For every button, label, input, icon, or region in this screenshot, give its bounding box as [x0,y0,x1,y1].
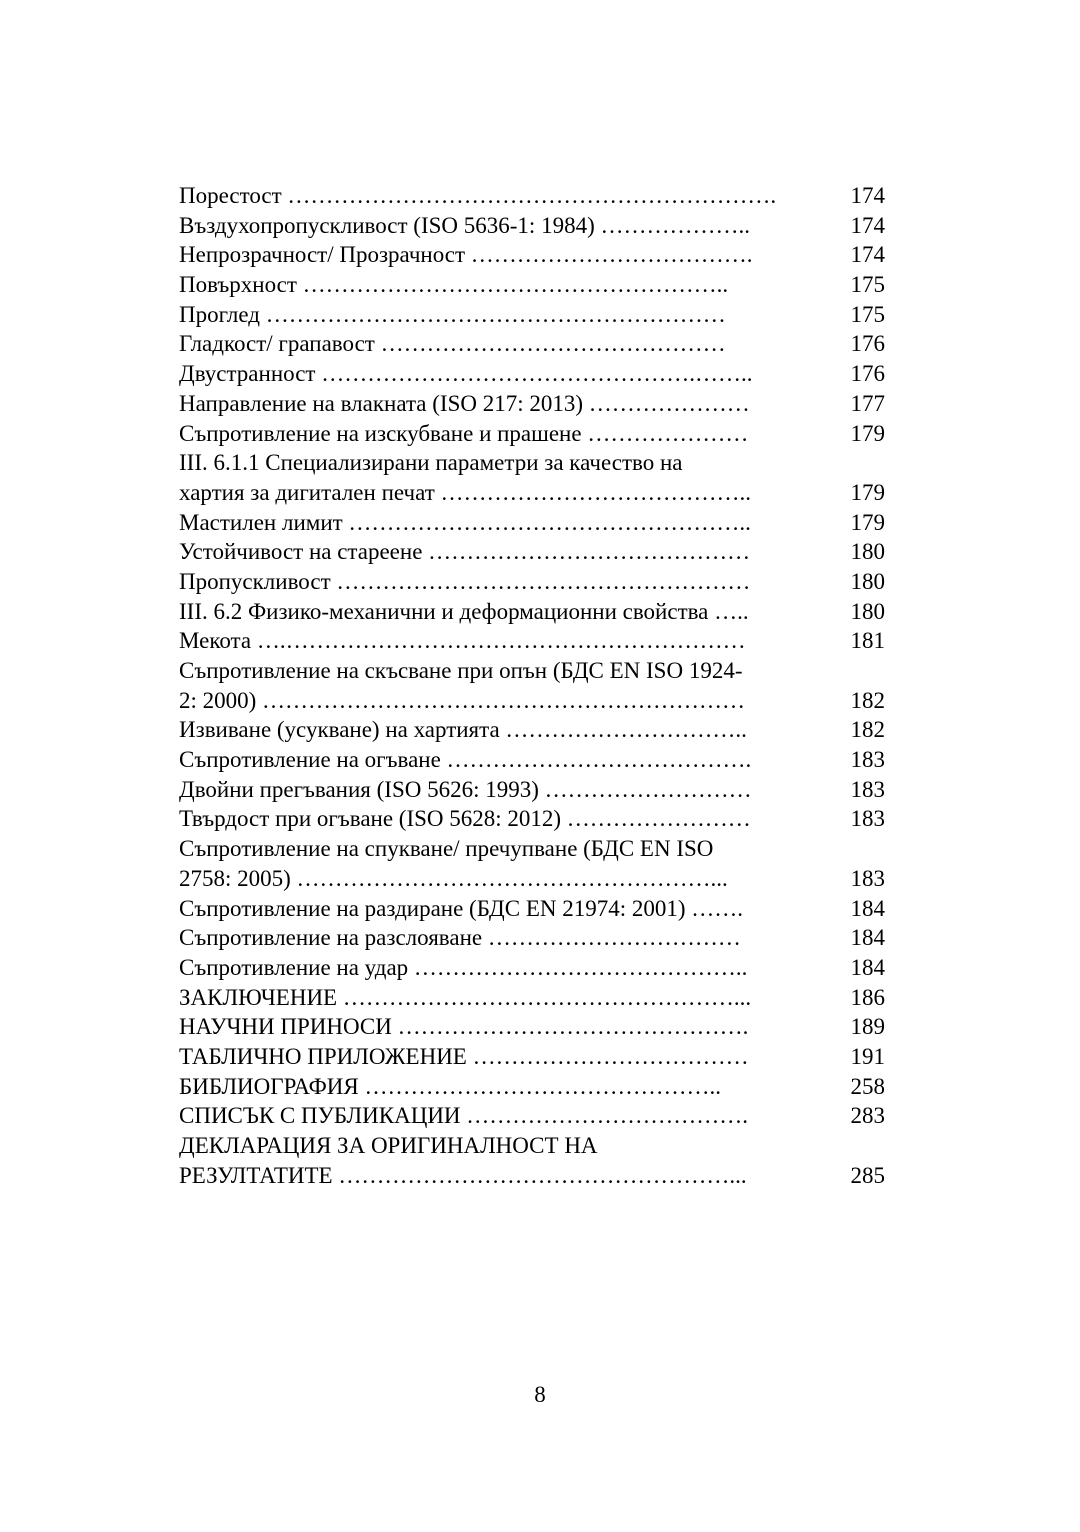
toc-entry [179,983,899,1013]
toc-entry [179,656,899,686]
toc-entry [179,804,899,834]
toc-entry [179,1012,899,1042]
toc-entry [179,270,899,300]
toc-entry-title: Порестост ………………………………………………………. [179,183,777,208]
toc-entry-page: 191 [850,1043,885,1069]
page-number: 8 [534,1382,546,1407]
toc-entry-title: СПИСЪК С ПУБЛИКАЦИИ ………………………………. [179,1103,749,1129]
toc-entry-title: ДЕКЛАРАЦИЯ ЗА ОРИГИНАЛНОСТ НА [179,1133,598,1158]
toc-entry [179,715,899,745]
toc-entry [179,834,899,864]
toc-entry-page: 174 [850,212,885,238]
toc-entry-page: 180 [850,598,885,624]
toc-entry-page: 182 [850,687,885,713]
toc-entry-title: Съпротивление на скъсване при опън (БДС EN ISO 1924- [179,658,743,683]
toc-entry-page: 177 [850,390,885,416]
toc-entry [179,745,899,775]
toc-entry [179,1072,899,1102]
toc-entry-title: Гладкост/ грапавост ……………………………………… [179,331,726,357]
toc-entry [179,1161,899,1191]
toc-entry-page: 180 [850,568,885,594]
toc-entry-page: 174 [850,242,885,268]
toc-entry-page: 174 [850,183,885,208]
table-of-contents [179,181,899,1190]
toc-entry-page: 179 [850,420,885,446]
toc-entry [179,953,899,983]
toc-entry-title: Съпротивление на удар …………………………………….. [179,954,748,980]
toc-entry-title: БИБЛИОГРАФИЯ ……………………………………….. [179,1073,721,1099]
toc-entry-page: 181 [850,628,885,654]
toc-entry-title: Проглед …………………………………………………… [179,301,726,327]
toc-entry-page: 176 [850,361,885,387]
toc-entry [179,1101,899,1131]
toc-entry-title: РЕЗУЛТАТИТЕ ……………………………………………... [179,1162,747,1188]
toc-entry-page: 182 [850,717,885,743]
toc-entry [179,686,899,716]
toc-entry-page: 179 [850,509,885,535]
toc-entry-page: 183 [850,747,885,773]
toc-entry-title: Пропускливост ……………………………………………… [179,568,751,594]
toc-entry-page: 258 [850,1073,885,1099]
toc-entry-title: хартия за дигитален печат ………………………………….. [179,479,752,505]
toc-entry-page: 175 [850,301,885,327]
toc-entry-title: Устойчивост на стареене …………………………………… [179,539,751,565]
toc-entry [179,567,899,597]
toc-entry-title: Двойни прегъвания (ISO 5626: 1993) ……………………… [179,776,752,802]
toc-entry-title: Съпротивление на огъване …………………………………. [179,747,752,773]
toc-entry-title: Твърдост при огъване (ISO 5628: 2012) …………………… [179,806,751,832]
toc-entry [179,537,899,567]
toc-entry [179,478,899,508]
toc-entry-title: НАУЧНИ ПРИНОСИ ………………………………………. [179,1014,749,1040]
toc-entry-title: Въздухопропускливост (ISO 5636-1: 1984) ……………….. [179,212,750,238]
toc-entry-title: Двустранност ………………………………………….…….. [179,361,753,387]
toc-entry-page: 186 [850,984,885,1010]
toc-entry-title: III. 6.2 Физико-механични и деформационни свойства ….. [179,598,749,624]
toc-entry-page: 183 [850,865,885,891]
toc-entry [179,775,899,805]
toc-entry [179,508,899,538]
toc-entry [179,419,899,449]
toc-entry-title: ЗАКЛЮЧЕНИЕ ……………………………………………... [179,984,752,1010]
toc-entry-page: 189 [850,1014,885,1040]
toc-entry [179,597,899,627]
toc-entry-page: 184 [850,954,885,980]
toc-entry [179,626,899,656]
toc-entry-title: III. 6.1.1 Специализирани параметри за качество на [179,450,683,476]
toc-entry-title: ТАБЛИЧНО ПРИЛОЖЕНИЕ ……………………………… [179,1043,749,1069]
toc-entry-title: Съпротивление на разслояване …………………………… [179,925,741,951]
toc-entry-title: Съпротивление на изскубване и прашене ………………… [179,420,749,446]
toc-entry [179,211,899,241]
toc-entry-page: 179 [850,479,885,505]
toc-entry-page: 180 [850,539,885,565]
toc-entry [179,359,899,389]
toc-entry-page: 175 [850,272,885,298]
toc-entry-title: Мастилен лимит …………………………………………….. [179,509,751,535]
toc-entry-page: 184 [850,895,885,921]
toc-entry [179,448,899,478]
toc-entry-title: Повърхност ……………………………………………….. [179,272,729,298]
toc-entry [179,1131,899,1161]
toc-entry-page: 183 [850,776,885,802]
toc-entry-title: Мекота ….…………………………………………………… [179,628,746,654]
toc-entry-page: 283 [850,1103,885,1129]
toc-entry-title: Съпротивление на раздиране (БДС EN 21974: 2001) ……. [179,895,744,921]
toc-entry-title: Непрозрачност/ Прозрачност ………………………………. [179,242,753,268]
toc-entry [179,240,899,270]
toc-entry [179,329,899,359]
toc-entry-title: 2: 2000) ……………………………………………………… [179,687,746,713]
toc-entry-title: Извиване (усукване) на хартията ………………………….. [179,717,747,743]
toc-entry-page: 285 [850,1162,885,1188]
toc-entry [179,864,899,894]
toc-entry [179,923,899,953]
toc-entry-page: 184 [850,925,885,951]
toc-entry [179,894,899,924]
toc-entry-title: Съпротивление на спукване/ пречупване (БДС EN ISO [179,836,714,862]
toc-entry [179,389,899,419]
toc-entry-page: 183 [850,806,885,832]
toc-entry [179,181,899,211]
toc-entry-title: 2758: 2005) ………………………………………………... [179,865,728,891]
toc-entry [179,300,899,330]
toc-entry-page: 176 [850,331,885,357]
toc-entry [179,1042,899,1072]
toc-entry-title: Направление на влакната (ISO 217: 2013) ………………… [179,390,750,416]
